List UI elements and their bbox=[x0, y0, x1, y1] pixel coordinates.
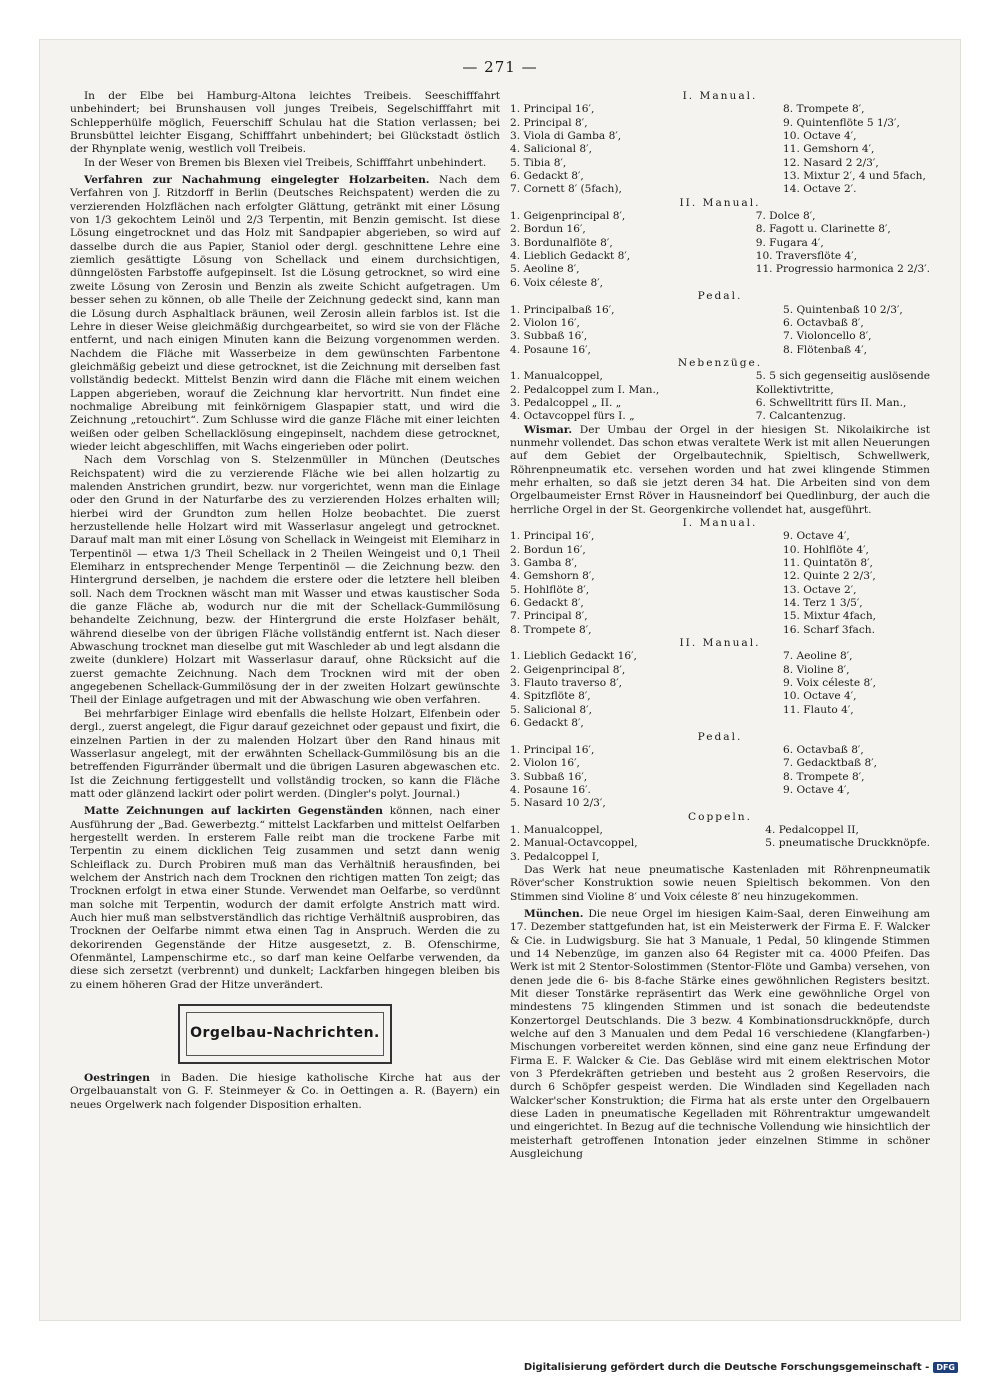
register-item: 5. pneumatische Druckknöpfe. bbox=[765, 837, 930, 850]
footer-credit bbox=[524, 1362, 958, 1373]
register-item: 10. Octave 4′, bbox=[783, 690, 857, 703]
register-item: 4. Octavcoppel fürs I. „ bbox=[510, 410, 635, 423]
paragraph bbox=[70, 708, 500, 801]
register-item: 4. Pedalcoppel II, bbox=[765, 823, 859, 836]
paragraph bbox=[70, 1072, 500, 1112]
register-item: Kollektivtritte, bbox=[755, 383, 834, 396]
register-list bbox=[510, 650, 930, 730]
register-item: 1. Manualcoppel, bbox=[510, 823, 603, 836]
left-column bbox=[70, 90, 500, 1112]
register-item bbox=[723, 797, 930, 810]
register-list bbox=[510, 530, 930, 637]
register-item: 7. Calcantenzug. bbox=[755, 410, 846, 423]
register-item: 5. Tibia 8′, bbox=[510, 156, 567, 169]
paragraph-lead: München. bbox=[524, 907, 584, 920]
register-item: 13. Octave 2′, bbox=[783, 583, 857, 596]
register-item: 1. Geigenprincipal 8′, bbox=[510, 210, 626, 223]
paragraph-text: Der Umbau der Orgel in der hiesigen St. Nikolaikirche ist nunmehr vollendet. Das schon etwas veraltete Werk ist mit allen Neuerungen auf dem Gebiet der Orgelbautechnik, Spieltisch, Schwellwerk, Röhrenpneumatik etc. versehen worden und hat zwei klingende Stimmen mehr erhalten, so daß sie jetzt deren 34 hat. Die Arbeiten sind von dem Orgelbaumeister Ernst Röver in Hausneindorf bei Quedlinburg, der auch die herrliche Orgel in der St. Georgenkirche vollendet hat, ausgeführt. bbox=[510, 423, 930, 516]
paragraph bbox=[70, 174, 500, 454]
section-heading: Pedal. bbox=[697, 730, 743, 743]
paragraph-text: In der Weser von Bremen bis Blexen viel Treibeis, Schifffahrt unbehindert. bbox=[84, 156, 487, 169]
register-item: 2. Pedalcoppel zum I. Man., bbox=[510, 383, 660, 396]
register-item: 2. Principal 8′, bbox=[510, 116, 588, 129]
register-item: 7. Principal 8′, bbox=[510, 610, 588, 623]
register-item: 8. Trompete 8′, bbox=[783, 770, 865, 783]
register-item: 7. Dolce 8′, bbox=[755, 210, 816, 223]
register-item: 8. Violine 8′, bbox=[783, 663, 850, 676]
register-item: 4. Lieblich Gedackt 8′, bbox=[510, 250, 631, 263]
register-item: 13. Mixtur 2′, 4 und 5fach, bbox=[783, 170, 926, 183]
register-item: 14. Octave 2′. bbox=[783, 183, 857, 196]
paragraph-lead: Oestringen bbox=[84, 1072, 150, 1085]
register-item: 6. Voix céleste 8′, bbox=[510, 276, 603, 289]
register-item: 6. Gedackt 8′, bbox=[510, 717, 584, 730]
register-item: 8. Trompete 8′, bbox=[783, 103, 865, 116]
section-heading: I. Manual. bbox=[682, 517, 758, 529]
paragraph-lead: Matte Zeichnungen auf lackirten Gegenständen bbox=[84, 805, 383, 818]
register-item: 2. Bordun 16′, bbox=[510, 543, 586, 556]
section-banner bbox=[178, 1004, 392, 1064]
register-list bbox=[510, 744, 930, 811]
register-item: 4. Spitzflöte 8′, bbox=[510, 690, 591, 703]
paragraph-text: Bei mehrfarbiger Einlage wird ebenfalls die hellste Holzart, Elfenbein oder dergl., zuerst angelegt, die Figur darauf gezeichnet oder gepaust und fixirt, die einzelnen Partien in der zu malenden Holzart über den Rand hinaus mit Wasserlasur angelegt, mit der erwähnten Schellack-Gummilösung bis an die betreffenden Figurränder übermalt und die übrigen Lasuren abgewaschen etc. Ist die Zeichnung fertiggestellt und vollständig trocken, so kann die Fläche matt oder glänzend lackirt oder polirt werden. (Dingler's polyt. Journal.) bbox=[70, 707, 500, 800]
register-item: 11. Gemshorn 4′, bbox=[783, 143, 875, 156]
scanned-page bbox=[40, 40, 960, 1320]
register-item: 5. Aeoline 8′, bbox=[510, 263, 580, 276]
register-item: 1. Lieblich Gedackt 16′, bbox=[510, 650, 637, 663]
paragraph bbox=[70, 805, 500, 992]
register-item: 5. Nasard 10 2/3′, bbox=[510, 797, 606, 810]
register-item: 3. Flauto traverso 8′, bbox=[510, 677, 623, 690]
paragraph-text: in Baden. Die hiesige katholische Kirche hat aus der Orgelbauanstalt von G. F. Steinmeyer & Co. in Oettingen a. R. (Bayern) ein neues Orgelwerk nach folgender Disposition erhalten. bbox=[70, 1072, 500, 1111]
paragraph bbox=[70, 157, 500, 170]
register-item: 11. Flauto 4′, bbox=[783, 703, 854, 716]
right-column bbox=[510, 90, 930, 1162]
register-list bbox=[510, 824, 930, 864]
register-item: 1. Principal 16′, bbox=[510, 103, 595, 116]
register-item: 12. Quinte 2 2/3′, bbox=[783, 570, 876, 583]
register-item: 8. Fagott u. Clarinette 8′, bbox=[755, 223, 891, 236]
footer-text: Digitalisierung gefördert durch die Deutsche Forschungsgemeinschaft - bbox=[523, 1362, 930, 1373]
paragraph bbox=[70, 90, 500, 157]
register-item: 5. 5 sich gegenseitig auslösende bbox=[755, 370, 930, 383]
register-list bbox=[510, 210, 930, 290]
register-item: 2. Geigenprincipal 8′, bbox=[510, 663, 626, 676]
register-list bbox=[510, 370, 930, 423]
register-item bbox=[723, 717, 930, 730]
register-item: 3. Bordunalflöte 8′, bbox=[510, 236, 613, 249]
banner-title: Orgelbau-Nachrichten. bbox=[190, 1025, 380, 1042]
register-item: 1. Principalbaß 16′, bbox=[510, 303, 615, 316]
register-item: 5. Salicional 8′, bbox=[510, 703, 592, 716]
register-item: 8. Flötenbaß 4′, bbox=[783, 343, 867, 356]
register-item: 4. Posaune 16′. bbox=[510, 783, 591, 796]
register-item: 1. Principal 16′, bbox=[510, 743, 595, 756]
register-item: 3. Pedalcoppel „ II. „ bbox=[510, 396, 622, 409]
section-heading: Coppeln. bbox=[688, 810, 752, 823]
register-item: 4. Salicional 8′, bbox=[510, 143, 592, 156]
register-item: 3. Pedalcoppel I, bbox=[510, 850, 600, 863]
register-item: 7. Gedacktbaß 8′, bbox=[783, 757, 877, 770]
register-item bbox=[705, 851, 930, 864]
register-item: 11. Quintatön 8′, bbox=[783, 557, 873, 570]
register-item: 6. Gedackt 8′, bbox=[510, 597, 584, 610]
register-item: 8. Trompete 8′, bbox=[510, 623, 592, 636]
register-item bbox=[696, 277, 930, 290]
register-item: 9. Octave 4′, bbox=[783, 530, 850, 543]
paragraph bbox=[510, 908, 930, 1162]
paragraph bbox=[510, 424, 930, 517]
section-heading: II. Manual. bbox=[679, 637, 761, 650]
register-item: 2. Violon 16′, bbox=[510, 316, 580, 329]
section-heading: Pedal. bbox=[697, 290, 743, 303]
register-item: 6. Gedackt 8′, bbox=[510, 170, 584, 183]
register-item: 16. Scharf 3fach. bbox=[783, 623, 875, 636]
register-item: 4. Posaune 16′, bbox=[510, 343, 591, 356]
register-item: 7. Cornett 8′ (5fach), bbox=[510, 183, 622, 196]
register-item: 3. Subbaß 16′, bbox=[510, 330, 588, 343]
register-item: 6. Schwelltritt fürs II. Man., bbox=[755, 396, 907, 409]
register-item: 6. Octavbaß 8′, bbox=[783, 316, 864, 329]
register-item: 10. Octave 4′, bbox=[783, 130, 857, 143]
paragraph-text: Nach dem Vorschlag von S. Stelzenmüller in München (Deutsches Reichspatent) wird die zu verzierende Fläche wie bei allen holzartig zu malenden Anstrichen grundirt, bezw. nur vorgerichtet, wenn man die Einlage oder den Grund in der Naturfarbe des zu verzierenden Holzes erhalten will; hierbei wird der Grundton zum hellen Holze beobachtet. Die zuerst herzustellende helle Holzart wird mit Wasserlasur angelegt und getrocknet. Darauf malt man mit einer Lösung von Schellack in Weingeist mit Elemiharz in Terpentinöl — etwa 1/3 Theil Schellack in 2 Theilen Weingeist und 0,1 Theil Elemiharz in entsprechender Menge Terpentinöl — die Zeichnung bezw. den Hintergrund derselben, je nachdem die erstere oder die letztere hell bleiben soll. Nach dem Trocknen wäscht man mit Wasser und etwas kaustischer Soda die ganze Fläche ab, wodurch nur die mit der Schellack-Gummilösung behandelte Zeichnung, bezw. der Hintergrund die erste Holzfaser behält, während dieselbe von der übrigen Fläche vollständig entfernt ist. Nach dieser Abwaschung trocknet man dieselbe gut mit Waschleder ab und legt alsdann die zweite (dunklere) Holzart mit Wasserlasur darauf, ohne Rücksicht auf die zuerst gemachte Zeichnung. Nach dem Trocknen wird mit der oben angegebenen Schellack-Gummilösung der in der zweiten Holzart gewünschte Theil der Einlage aufgetragen und mit der Abwaschung wie oben verfahren. bbox=[70, 454, 500, 707]
register-list bbox=[510, 103, 930, 196]
register-item: 1. Manualcoppel, bbox=[510, 370, 603, 383]
dfg-logo: DFG bbox=[933, 1362, 958, 1373]
register-item: 1. Principal 16′, bbox=[510, 530, 595, 543]
section-heading: II. Manual. bbox=[679, 196, 761, 209]
register-item: 2. Manual-Octavcoppel, bbox=[510, 837, 638, 850]
paragraph-text: Die neue Orgel im hiesigen Kaim-Saal, deren Einweihung am 17. Dezember stattgefunden hat, ist ein Meisterwerk der Firma E. F. Walcker & Cie. in Ludwigsburg. Sie hat 3 Manuale, 1 Pedal, 50 klingende Stimmen und 14 Nebenzüge, im ganzen also 64 Register mit ca. 4000 Pfeifen. Das Werk ist mit 2 Stentor-Solostimmen (Stentor-Flöte und Gamba) versehen, von denen jede die 6- bis 8-fache Stärke eines gewöhnlichen Registers besitzt. Mit dieser Tonstärke repräsentirt das Werk eine gewöhnliche Orgel von mindestens 75 klingenden Stimmen und ist sonach die bedeutendste Konzertorgel Deutschlands. Die 3 bezw. 4 Kombinationsdruckknöpfe, durch welche auf den 3 Manualen und dem Pedal 16 verschiedene (Klangfarben-) Mischungen vorbereitet werden können, sind eine ganz neue Erfindung der Firma E. F. Walcker & Cie. Das Gebläse wird mit einem elektrischen Motor von 3 Pferdekräften getrieben und besteht aus 2 großen Reservoirs, die durch 6 Schöpfer gespeist werden. Die Windladen sind Kegelladen nach Walcker'scher Konstruktion; die Firma hat als erste unter den Orgelbauern diese Laden in pneumatische Kegelladen mit Röhrentraktur umgewandelt und eingerichtet. In Bezug auf die technische Vollendung wie hinsichtlich der meisterhaft getroffenen Intonation jeder einzelnen Stimme in schöner Ausgleichung bbox=[510, 907, 930, 1161]
paragraph-text: Nach dem Verfahren von J. Ritzdorff in Berlin (Deutsches Reichspatent) werden die zu verzierenden Holzflächen nach erfolgter Glättung, getränkt mit einer Lösung von 1/3 gekochtem Leinöl und 2/3 Terpentin, mit Benzin gemischt. Ist diese Lösung eingetrocknet und das Holz mit Sandpapier abgerieben, so wird auf dasselbe durch die aus Papier, Staniol oder dergl. geschnittene Lehre eine ziemlich gesättigte Lösung von Schellack und einem durchsichtigen, dünngelösten Farbstoffe aufgepinselt. Ist die Lösung getrocknet, so wird eine zweite Lösung von Zerosin und Benzin als zweite Schicht aufgetragen. Um besser sehen zu können, ob alle Theile der Zeichnung gedeckt sind, kann man die Lösung durch Asphaltlack bräunen, weil Zerosin allein farblos ist. Ist die Lehre in dieser Weise gleichmäßig durchgearbeitet, so wird sie von der Fläche entfernt, und nach einigen Minuten kann die Beizung vorgenommen werden. Nachdem die Fläche mit Wasserbeize in dem gewünschten Farbentone gleichmäßig gebeizt und diese getrocknet, ist die Zeichnung mit derselben fast vollständig bedeckt. Mittelst Benzin wird dann die Fläche mit einem weichen Lappen abgerieben, worauf die Zeichnung klar hervortritt. Nun findet eine nochmalige Abreibung mit feinkörnigem Glaspapier statt, und wird die Zeichnung „retouchirt“. Zum Schlusse wird die ganze Fläche mit einer leichten weißen oder gelben Schellacklösung eingepinselt, nachdem diese getrocknet, wieder leicht abgeschliffen, mit Wachs eingerieben oder polirt. bbox=[70, 174, 500, 453]
register-item: 9. Octave 4′, bbox=[783, 783, 850, 796]
register-item: 11. Progressio harmonica 2 2/3′. bbox=[755, 263, 930, 276]
register-item: 9. Fugara 4′, bbox=[755, 236, 824, 249]
paragraph-lead: Verfahren zur Nachahmung eingelegter Holzarbeiten. bbox=[84, 174, 430, 187]
paragraph bbox=[70, 454, 500, 708]
register-list bbox=[510, 304, 930, 357]
paragraph-text: können, nach einer Ausführung der „Bad. Gewerbeztg.“ mittelst Lackfarben und mittelst Oelfarben hergestellt werden. In ersterem Falle reibt man die trockene Farbe mit Terpentin zu einem dicklichen Teig zusammen und setzt dann wenig Schleiflack zu. Durch Probiren muß man das Verhältniß herausfinden, bei welchem der Anstrich nach dem Trocknen den richtigen matten Ton zeigt; das Trocknen erfolgt in etwa einer Stunde. Verwendet man Oelfarbe, so verdünnt man solche mit Terpentin, wodurch der damit erfolgte Anstrich matt wird. Auch hier muß man selbstverständlich das richtige Verhältniß ausprobiren, das Trocknen der Oelfarbe nimmt etwa einen Tag in Anspruch. Werden die zu dekorirenden Gegenstände der Hitze ausgesetzt, z. B. Ofenschirme, Ofenmäntel, Lampenschirme etc., so darf man keine Oelfarbe verwenden, da diese sich zersetzt (verbrennt) und dunkelt; Lackfarben hingegen bleiben bis zu einem höheren Grad der Hitze unverändert. bbox=[70, 805, 500, 991]
register-item: 9. Quintenflöte 5 1/3′, bbox=[783, 116, 900, 129]
register-item: 3. Gamba 8′, bbox=[510, 557, 578, 570]
register-item: 3. Viola di Gamba 8′, bbox=[510, 130, 622, 143]
register-item: 10. Traversflöte 4′, bbox=[755, 250, 857, 263]
register-item: 15. Mixtur 4fach, bbox=[783, 610, 877, 623]
register-item: 5. Hohlflöte 8′, bbox=[510, 583, 590, 596]
register-item: 2. Violon 16′, bbox=[510, 757, 580, 770]
paragraph-text: Das Werk hat neue pneumatische Kastenladen mit Röhrenpneumatik Röver'scher Konstruktion sowie neuen Spieltisch bekommen. Von den Stimmen sind Violine 8′ und Voix céleste 8′ neu hinzugekommen. bbox=[510, 863, 930, 903]
paragraph bbox=[510, 864, 930, 904]
section-heading: Nebenzüge. bbox=[677, 356, 763, 369]
register-item: 7. Aeoline 8′, bbox=[783, 650, 853, 663]
register-item: 12. Nasard 2 2/3′, bbox=[783, 156, 879, 169]
register-item: 2. Bordun 16′, bbox=[510, 223, 586, 236]
register-item: 10. Hohlflöte 4′, bbox=[783, 543, 869, 556]
register-item: 14. Terz 1 3/5′, bbox=[783, 597, 863, 610]
register-item: 3. Subbaß 16′, bbox=[510, 770, 588, 783]
section-heading: I. Manual. bbox=[682, 90, 758, 102]
register-item: 5. Quintenbaß 10 2/3′, bbox=[783, 303, 903, 316]
paragraph-text: In der Elbe bei Hamburg-Altona leichtes Treibeis. Seeschifffahrt unbehindert; bei Brunshausen voll junges Treibeis, Segelschifffahrt mit Schlepperhülfe möglich, Feuerschiff Schulau hat die Station verlassen; bei Brunsbüttel leichter Eisgang, Schifffahrt unbehindert; bei Glückstadt östlich der Rhynplate wenig, westlich voll Treibeis. bbox=[70, 90, 500, 156]
register-item: 6. Octavbaß 8′, bbox=[783, 743, 864, 756]
register-item: 7. Violoncello 8′, bbox=[783, 330, 872, 343]
register-item: 4. Gemshorn 8′, bbox=[510, 570, 595, 583]
paragraph-lead: Wismar. bbox=[524, 423, 573, 436]
page-number: — 271 — bbox=[462, 58, 538, 76]
register-item: 9. Voix céleste 8′, bbox=[783, 677, 876, 690]
